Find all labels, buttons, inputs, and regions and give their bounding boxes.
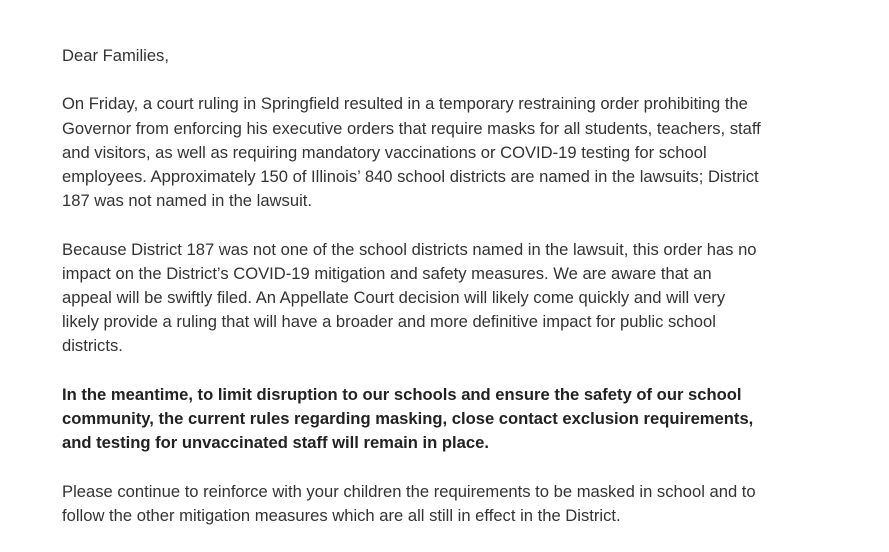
paragraph-current-rules: In the meantime, to limit disruption to our schools and ensure the safety of our school community, the current rules regarding masking, close contact exclusion requirements, and testing for unvaccinated staff will remain in place.	[62, 384, 754, 453]
paragraph-court-ruling: On Friday, a court ruling in Springfield resulted in a temporary restraining order prohibiting the Governor from enforcing his executive orders that require masks for all students, teachers, staff and visitors, as well as requiring mandatory vaccinations or COVID-19 testing for school employees. Approximately 150 of Illinois’ 840 school districts are named in the lawsuits; District 187 was not named in the lawsuit.	[62, 94, 761, 211]
paragraph-district-impact: Because District 187 was not one of the school districts named in the lawsuit, this order has no impact on the District’s COVID-19 mitigation and safety measures. We are aware that an appeal will be swiftly filed. An Appellate Court decision will likely come quickly and will very likely provide a ruling that will have a broader and more definitive impact for public school districts.	[62, 239, 757, 356]
paragraph-closing-request: Please continue to reinforce with your children the requirements to be masked in school and to follow the other mitigation measures which are all still in effect in the District.	[62, 481, 756, 525]
letter-body	[62, 44, 862, 552]
letter-greeting: Dear Families,	[62, 46, 169, 65]
